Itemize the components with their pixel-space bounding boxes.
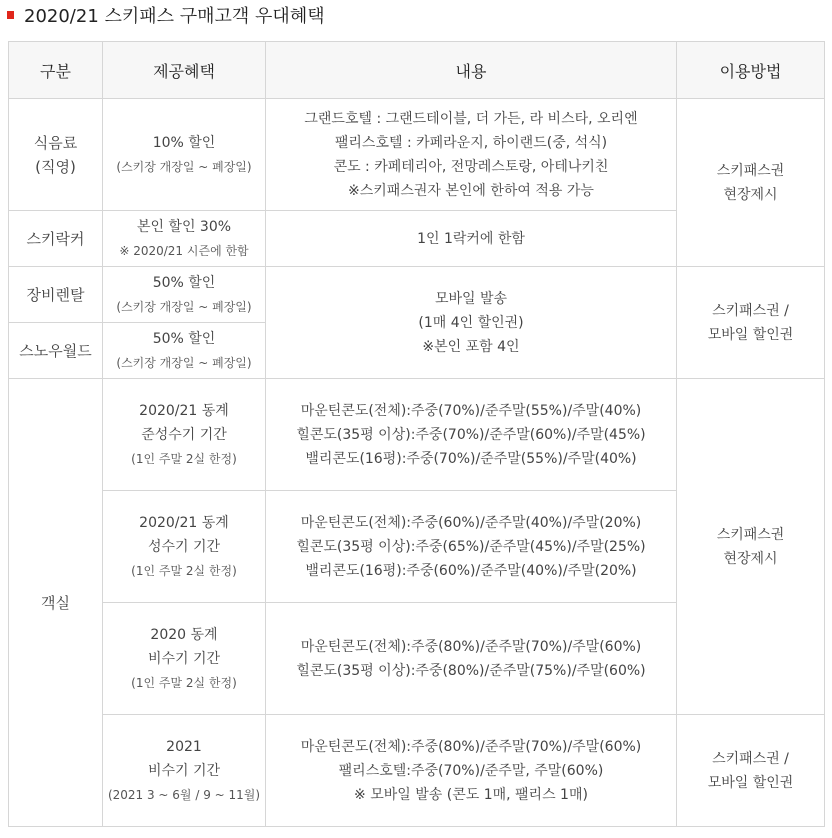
- header-method: 이용방법: [677, 42, 825, 99]
- table-row-food: [9, 99, 825, 211]
- category-snowworld: 스노우월드: [9, 323, 103, 379]
- header-benefit: 제공혜택: [103, 42, 266, 99]
- benefit-snowworld: 50% 할인 (스키장 개장일 ~ 폐장일): [103, 323, 266, 379]
- method-rental-snowworld: 스키패스권 / 모바일 할인권: [677, 267, 825, 379]
- benefit-rooms-off2020: 2020 동계 비수기 기간 (1인 주말 2실 한정): [103, 603, 266, 715]
- benefit-rooms-peak: 2020/21 동계 성수기 기간 (1인 주말 2실 한정): [103, 491, 266, 603]
- header-category: 구분: [9, 42, 103, 99]
- benefit-rental: 50% 할인 (스키장 개장일 ~ 폐장일): [103, 267, 266, 323]
- category-locker: 스키락커: [9, 211, 103, 267]
- table-header-row: [9, 42, 825, 99]
- content-rooms-off2021: 마운틴콘도(전체):주중(80%)/준주말(70%)/주말(60%) 팰리스호텔:주중(70%)/준주말, 주말(60%) ※ 모바일 발송 (콘도 1매, 팰리스 1매): [266, 715, 677, 827]
- method-rooms: 스키패스권 현장제시: [677, 379, 825, 715]
- benefit-food: 10% 할인 (스키장 개장일 ~ 폐장일): [103, 99, 266, 211]
- method-rooms-off2021: 스키패스권 / 모바일 할인권: [677, 715, 825, 827]
- title-bullet-icon: [7, 11, 14, 19]
- category-food: 식음료 (직영): [9, 99, 103, 211]
- content-rooms-semi: 마운틴콘도(전체):주중(70%)/준주말(55%)/주말(40%) 힐콘도(35평 이상):주중(70%)/준주말(60%)/주말(45%) 밸리콘도(16평):주중(70%)/준주말(55%)/주말(40%): [266, 379, 677, 491]
- table-row-rooms-semi: [9, 379, 825, 491]
- page-title: 2020/21 스키패스 구매고객 우대혜택: [24, 6, 325, 27]
- benefit-locker: 본인 할인 30% ※ 2020/21 시즌에 한함: [103, 211, 266, 267]
- content-food: 그랜드호텔 : 그랜드테이블, 더 가든, 라 비스타, 오리엔 팰리스호텔 : 카페라운지, 하이랜드(중, 석식) 콘도 : 카페테리아, 전망레스토랑, 아테나키친 ※스키패스권자 본인에 한하여 적용 가능: [266, 99, 677, 211]
- content-rental-snowworld: 모바일 발송 (1매 4인 할인권) ※본인 포함 4인: [266, 267, 677, 379]
- method-food-locker: 스키패스권 현장제시: [677, 99, 825, 267]
- header-content: 내용: [266, 42, 677, 99]
- category-rental: 장비렌탈: [9, 267, 103, 323]
- content-rooms-off2020: 마운틴콘도(전체):주중(80%)/준주말(70%)/주말(60%) 힐콘도(35평 이상):주중(80%)/준주말(75%)/주말(60%): [266, 603, 677, 715]
- benefit-rooms-off2021: 2021 비수기 기간 (2021 3 ~ 6월 / 9 ~ 11월): [103, 715, 266, 827]
- table-row-rooms-off2021: [9, 715, 825, 827]
- benefit-rooms-semi: 2020/21 동계 준성수기 기간 (1인 주말 2실 한정): [103, 379, 266, 491]
- content-locker: 1인 1락커에 한함: [266, 211, 677, 267]
- table-row-rental: [9, 267, 825, 323]
- category-rooms: 객실: [9, 379, 103, 827]
- content-rooms-peak: 마운틴콘도(전체):주중(60%)/준주말(40%)/주말(20%) 힐콘도(35평 이상):주중(65%)/준주말(45%)/주말(25%) 밸리콘도(16평):주중(60%)/준주말(40%)/주말(20%): [266, 491, 677, 603]
- title-bar: [0, 0, 832, 38]
- benefits-table: [8, 41, 825, 827]
